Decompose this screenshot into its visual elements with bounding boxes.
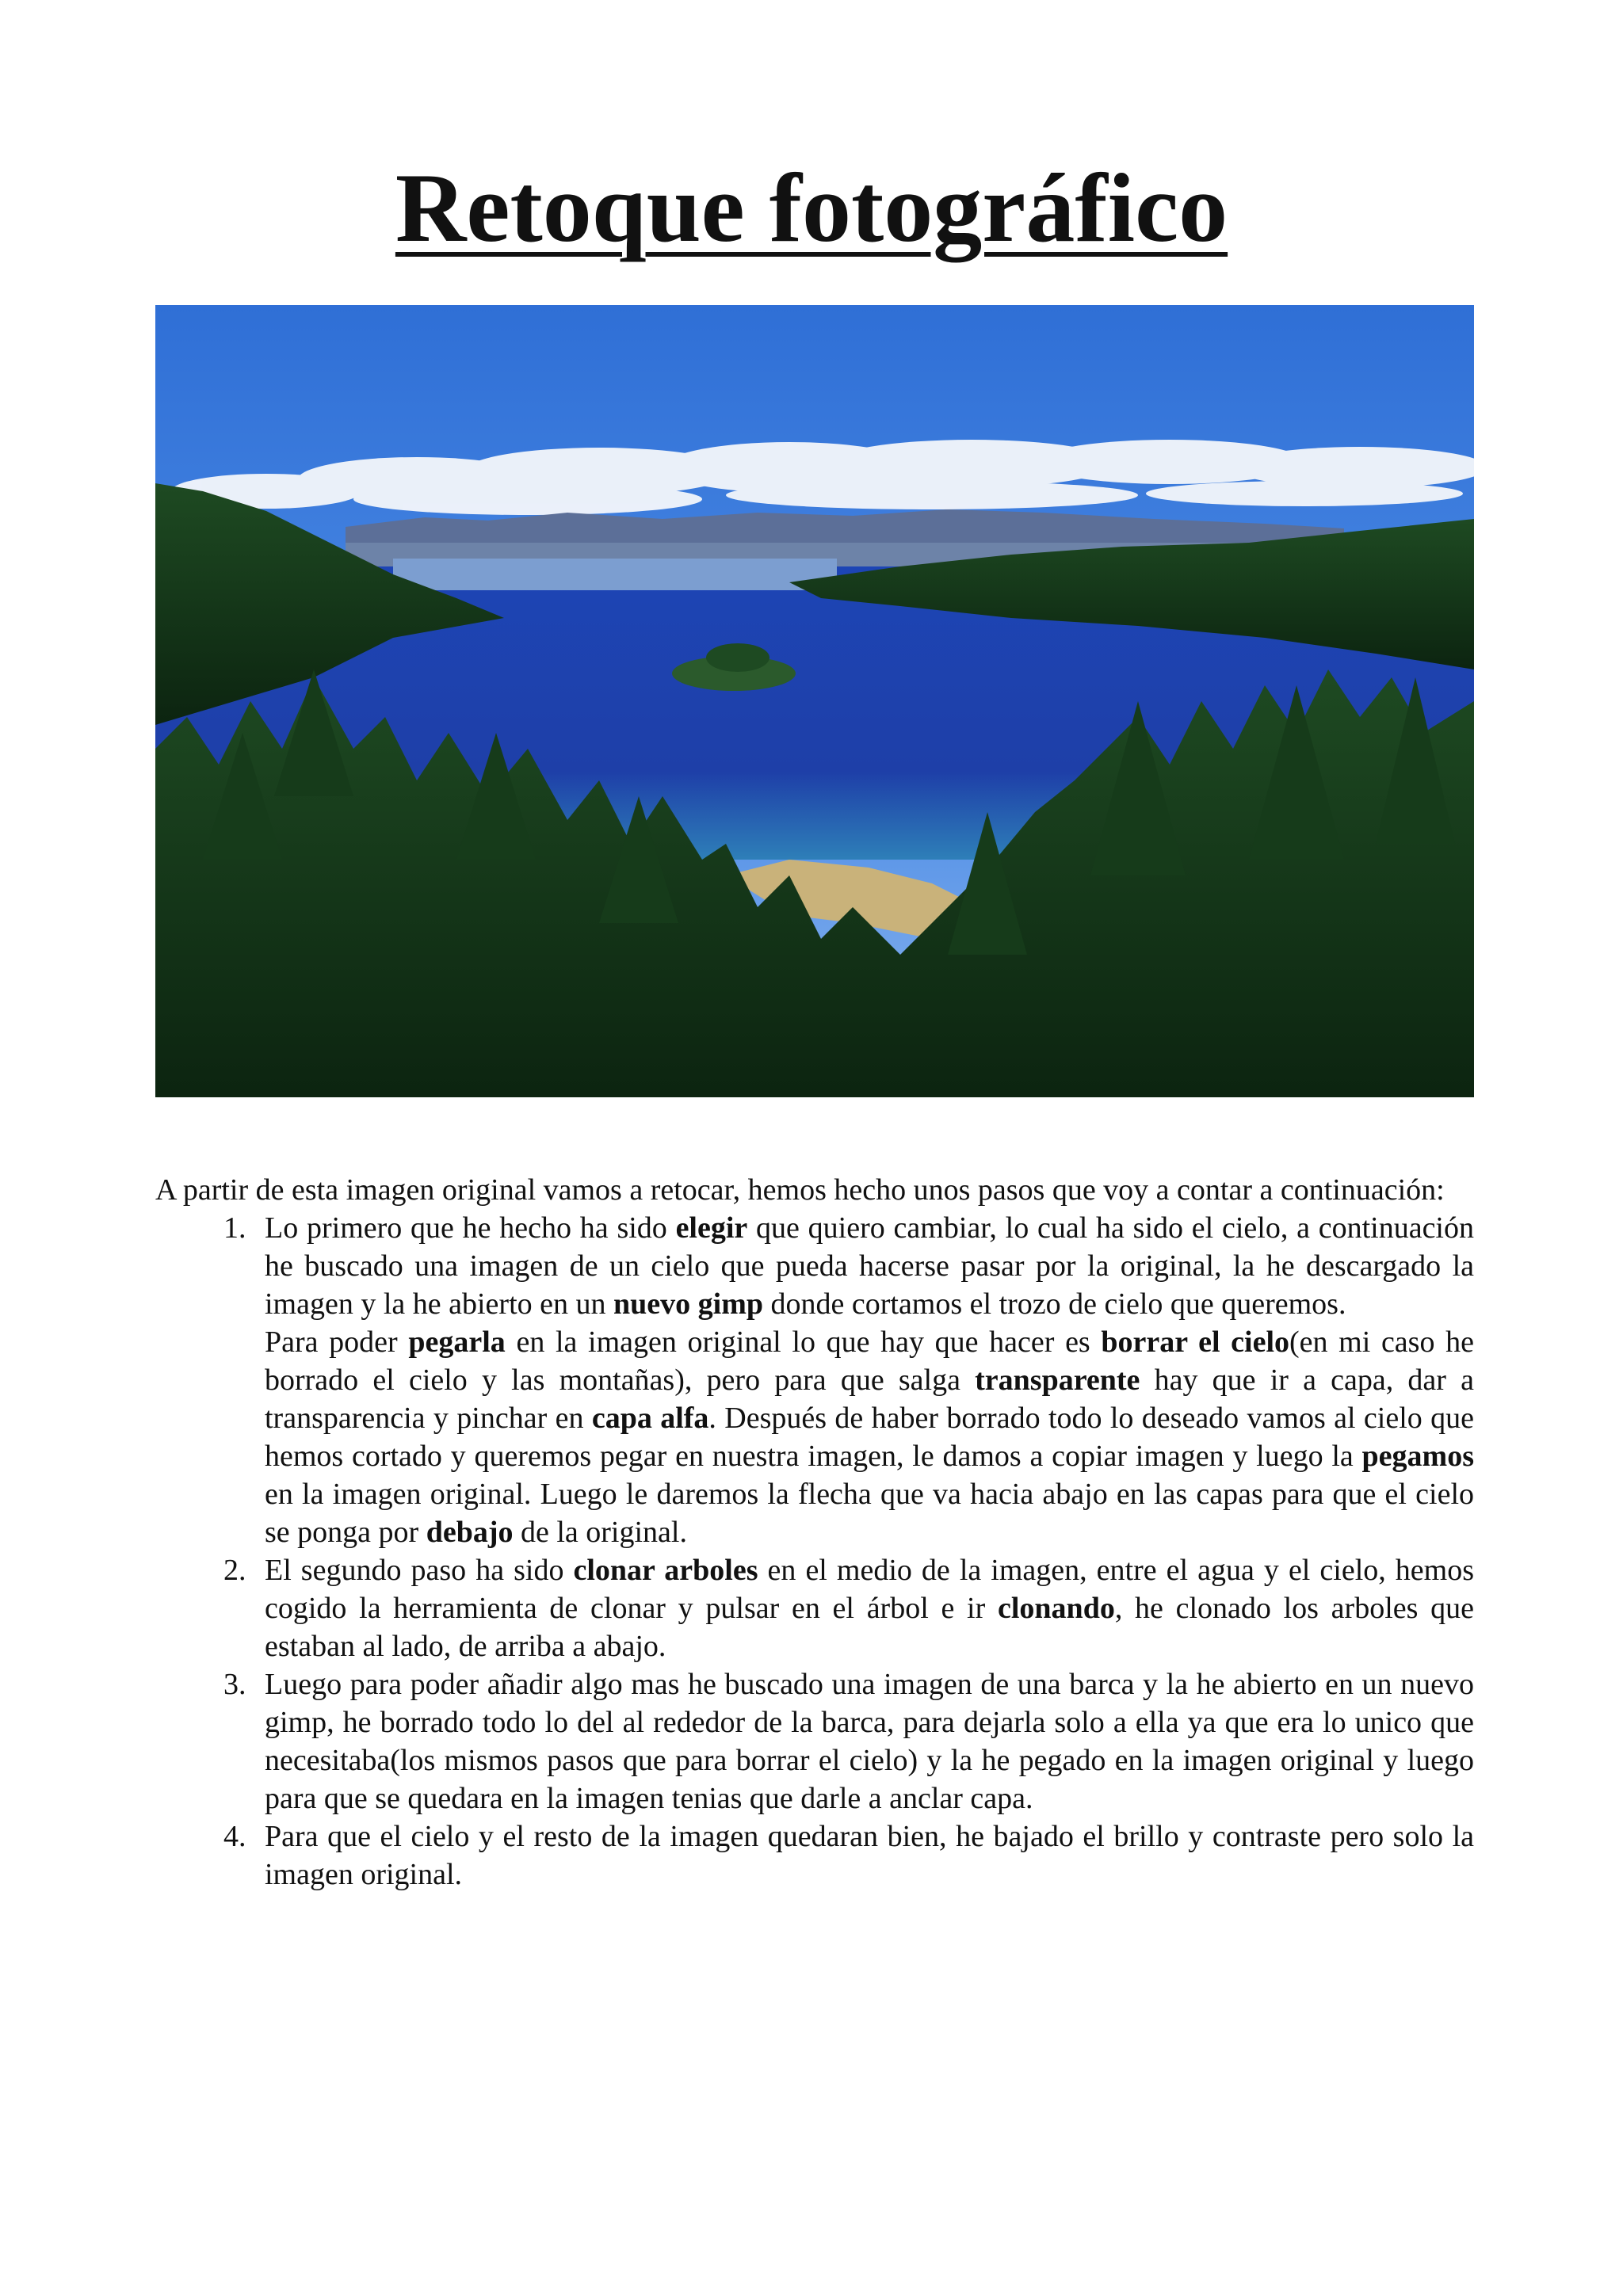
step-item xyxy=(254,1551,1474,1665)
step-item xyxy=(254,1665,1474,1817)
text-run: El segundo paso ha sido xyxy=(265,1554,574,1587)
page-title xyxy=(0,154,1623,262)
text-run: hay que ir a capa, dar a transparencia y pinchar en xyxy=(265,1363,1474,1435)
bold-term: nuevo gimp xyxy=(613,1287,763,1321)
intro-paragraph: A partir de esta imagen original vamos a retocar, hemos hecho unos pasos que voy a contar a continuación: xyxy=(155,1173,1445,1207)
text-run: donde cortamos el trozo de cielo que queremos. xyxy=(763,1287,1346,1321)
landscape-photo xyxy=(155,305,1474,1097)
bold-term: elegir xyxy=(675,1211,748,1245)
landscape-photo-lake-icon xyxy=(155,305,1474,1097)
bold-term: borrar el cielo xyxy=(1101,1325,1289,1359)
step-paragraph xyxy=(265,1551,1474,1665)
page-title-text: Retoque fotográfico xyxy=(395,154,1228,262)
step-item xyxy=(254,1209,1474,1551)
article-body xyxy=(155,1171,1474,1894)
step-paragraph xyxy=(265,1665,1474,1817)
step-paragraph xyxy=(265,1817,1474,1894)
text-run: Lo primero que he hecho ha sido xyxy=(265,1211,676,1245)
steps-list xyxy=(155,1209,1474,1894)
text-run: en la imagen original lo que hay que hacer es xyxy=(505,1325,1102,1359)
step-paragraph xyxy=(265,1209,1474,1323)
text-run: en la imagen original. Luego le daremos la flecha que va hacia abajo en las capas para que el cielo se ponga por xyxy=(265,1478,1474,1549)
bold-term: pegamos xyxy=(1361,1440,1474,1473)
text-run: Luego para poder añadir algo mas he buscado una imagen de una barca y la he abierto en un nuevo gimp, he borrado todo lo del al rededor de la barca, para dejarla solo a ella ya que era lo unico que necesitaba(los mismos pasos que para borrar el cielo) y la he pegado en la imagen original y luego para que se quedara en la imagen tenias que darle a anclar capa. xyxy=(265,1668,1474,1815)
text-run: Para poder xyxy=(265,1325,409,1359)
text-run: de la original. xyxy=(513,1516,687,1549)
bold-term: debajo xyxy=(426,1516,514,1549)
bold-term: transparente xyxy=(975,1363,1140,1397)
bold-term: clonar arboles xyxy=(573,1554,758,1587)
bold-term: capa alfa xyxy=(591,1402,709,1435)
bold-term: pegarla xyxy=(408,1325,506,1359)
text-run: (en mi caso he borrado el cielo y las montañas), pero para que salga xyxy=(265,1325,1474,1397)
bold-term: clonando xyxy=(998,1592,1115,1625)
step-item xyxy=(254,1817,1474,1894)
text-run: . Después de haber borrado todo lo deseado vamos al cielo que hemos cortado y queremos pegar en nuestra imagen, le damos a copiar imagen y luego la xyxy=(265,1402,1475,1473)
step-paragraph xyxy=(265,1323,1474,1551)
text-run: que quiero cambiar, lo cual ha sido el cielo, a continuación he buscado una imagen de un cielo que pueda hacerse pasar por la original, la he descargado la imagen y la he abierto en un xyxy=(265,1211,1474,1321)
text-run: , he clonado los arboles que estaban al lado, de arriba a abajo. xyxy=(265,1592,1474,1663)
text-run: en el medio de la imagen, entre el agua y el cielo, hemos cogido la herramienta de clonar y pulsar en el árbol e ir xyxy=(265,1554,1475,1625)
text-run: Para que el cielo y el resto de la imagen quedaran bien, he bajado el brillo y contraste pero solo la imagen original. xyxy=(265,1820,1474,1891)
